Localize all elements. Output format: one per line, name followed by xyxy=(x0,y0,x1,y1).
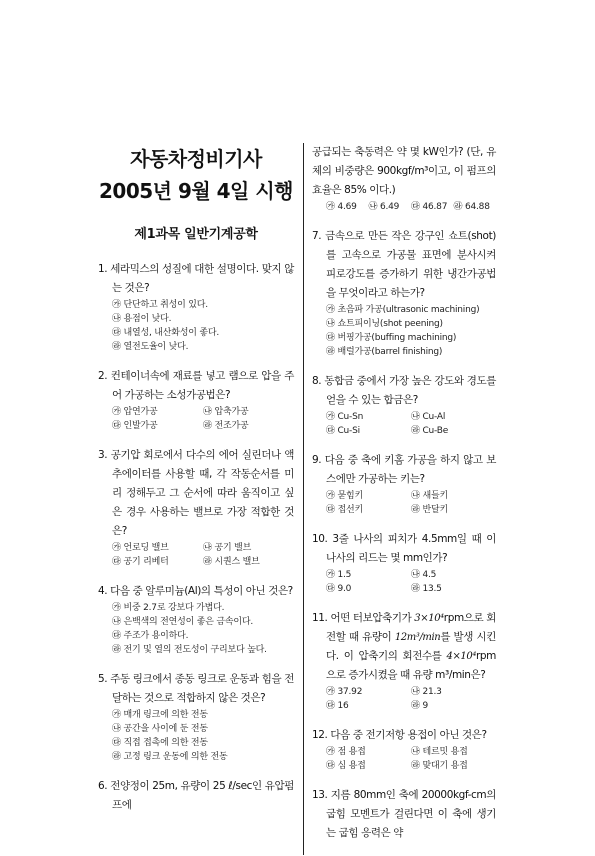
option-c[interactable]: ㉰ 인발가공 xyxy=(112,421,158,431)
subject-heading: 제1과목 일반기계공학 xyxy=(134,227,258,242)
option-list xyxy=(312,568,496,596)
left-column xyxy=(98,143,294,828)
option-d[interactable]: ㉱ 시퀀스 밸브 xyxy=(203,557,260,567)
option-a[interactable]: ㉮ 점 용접 xyxy=(326,747,366,757)
math-expression: 4×10⁴ xyxy=(446,651,476,662)
option-b[interactable]: ㉯ 21.3 xyxy=(411,687,442,697)
option-d[interactable]: ㉱ 64.88 xyxy=(453,202,490,212)
option-list xyxy=(312,303,496,359)
option-d[interactable]: ㉱ 반달키 xyxy=(411,505,448,515)
question-text: 8. 동합금 중에서 가장 높은 강도와 경도를 얻을 수 있는 합금은? xyxy=(312,375,496,406)
question-text-continued: 공급되는 축동력은 약 몇 kW인가? (단, 유체의 비중량은 900kgf/m³이고, 이 펌프의 효율은 85% 이다.) xyxy=(312,146,496,196)
question-text-part: 11. 어떤 터보압축기가 xyxy=(312,612,412,624)
option-list xyxy=(312,745,496,773)
question-2 xyxy=(98,367,294,433)
option-list xyxy=(312,410,496,438)
option-a[interactable]: ㉮ 초음파 가공(ultrasonic machining) xyxy=(326,305,480,315)
question-text: 7. 금속으로 만든 작은 강구인 쇼트(shot)를 고속으로 가공물 표면에 분사시켜 피로강도를 증가하기 위한 냉간가공법을 무엇이라고 하는가? xyxy=(312,230,496,299)
option-d[interactable]: ㉱ 전기 및 열의 전도성이 구리보다 높다. xyxy=(112,645,267,655)
exam-title: 자동차정비기사 xyxy=(130,147,262,171)
question-9 xyxy=(312,451,496,517)
right-column xyxy=(312,143,496,856)
question-text: 2. 컨테이너속에 재료를 넣고 램으로 압을 주어 가공하는 소성가공법은? xyxy=(98,370,294,401)
question-11 xyxy=(312,609,496,713)
question-text: 13. 지름 80mm인 축에 20000kgf-cm의 굽힘 모멘트가 걸린다면 이 축에 생기는 굽힘 응력은 약 xyxy=(312,789,496,839)
option-c[interactable]: ㉰ 심 용접 xyxy=(326,761,366,771)
option-list xyxy=(312,200,496,214)
option-b[interactable]: ㉯ 6.49 xyxy=(368,202,400,212)
option-d[interactable]: ㉱ 열전도율이 낮다. xyxy=(112,342,189,352)
option-b[interactable]: ㉯ Cu-Al xyxy=(411,412,446,422)
option-a[interactable]: ㉮ Cu-Sn xyxy=(326,412,364,422)
option-list xyxy=(312,685,496,713)
question-text-part: 를 발생 시킨다. 이 압축기의 회전수를 xyxy=(326,631,496,662)
option-b[interactable]: ㉯ 쇼트피이닝(shot peening) xyxy=(326,319,443,329)
question-text-part: rpm으로 증가시켰을 때 유량 m³/min은? xyxy=(326,650,496,681)
option-c[interactable]: ㉰ 내열성, 내산화성이 좋다. xyxy=(112,328,220,338)
option-c[interactable]: ㉰ 주조가 용이하다. xyxy=(112,631,189,641)
option-c[interactable]: ㉰ 버핑가공(buffing machining) xyxy=(326,333,457,343)
question-6-continued xyxy=(312,143,496,214)
option-a[interactable]: ㉮ 매개 링크에 의한 전동 xyxy=(112,710,208,720)
option-d[interactable]: ㉱ 고정 링크 운동에 의한 전동 xyxy=(112,752,228,762)
option-c[interactable]: ㉰ 접선키 xyxy=(326,505,363,515)
option-a[interactable]: ㉮ 비중 2.7로 강보다 가볍다. xyxy=(112,603,225,613)
option-d[interactable]: ㉱ Cu-Be xyxy=(411,426,449,436)
question-5 xyxy=(98,670,294,764)
option-d[interactable]: ㉱ 배럴가공(barrel finishing) xyxy=(326,347,443,357)
exam-date: 2005년 9월 4일 시행 xyxy=(99,179,293,203)
option-a[interactable]: ㉮ 묻힘키 xyxy=(326,491,363,501)
option-list xyxy=(98,298,294,354)
question-1 xyxy=(98,260,294,354)
question-13 xyxy=(312,786,496,843)
option-c[interactable]: ㉰ 공기 리베터 xyxy=(112,557,169,567)
question-12 xyxy=(312,726,496,773)
option-b[interactable]: ㉯ 테르밋 용접 xyxy=(411,747,468,757)
option-d[interactable]: ㉱ 맞대기 용접 xyxy=(411,761,468,771)
option-b[interactable]: ㉯ 공기 밸브 xyxy=(203,543,252,553)
option-c[interactable]: ㉰ 16 xyxy=(326,701,349,711)
option-d[interactable]: ㉱ 9 xyxy=(411,701,428,711)
option-c[interactable]: ㉰ 9.0 xyxy=(326,584,352,594)
question-text: 9. 다음 중 축에 키홈 가공을 하지 않고 보스에만 가공하는 키는? xyxy=(312,454,496,485)
question-3 xyxy=(98,446,294,569)
option-b[interactable]: ㉯ 은백색의 전연성이 좋은 금속이다. xyxy=(112,617,254,627)
option-d[interactable]: ㉱ 전조가공 xyxy=(203,421,249,431)
option-list xyxy=(98,601,294,657)
math-expression: 3×10⁴ xyxy=(414,613,444,624)
option-c[interactable]: ㉰ 직접 접촉에 의한 전동 xyxy=(112,738,208,748)
question-text: 6. 전양정이 25m, 유량이 25 ℓ/sec인 유압펌프에 xyxy=(98,780,294,811)
option-a[interactable]: ㉮ 단단하고 취성이 있다. xyxy=(112,300,208,310)
option-list xyxy=(312,489,496,517)
option-a[interactable]: ㉮ 1.5 xyxy=(326,570,352,580)
option-a[interactable]: ㉮ 압연가공 xyxy=(112,407,158,417)
option-a[interactable]: ㉮ 언로딩 밸브 xyxy=(112,543,169,553)
option-a[interactable]: ㉮ 37.92 xyxy=(326,687,363,697)
question-text: 4. 다음 중 알루미늄(Al)의 특성이 아닌 것은? xyxy=(98,585,293,597)
question-text: 3. 공기압 회로에서 다수의 에어 실린더나 액추에이터를 사용할 때, 각 작동순서를 미리 정해두고 그 순서에 따라 움직이고 싶은 경우 사용하는 밸브로 가장 적합한 것은? xyxy=(98,449,294,537)
option-b[interactable]: ㉯ 새들키 xyxy=(411,491,448,501)
math-expression: 12m³/min xyxy=(394,632,441,643)
question-text: 12. 다음 중 전기저항 용접이 아닌 것은? xyxy=(312,729,487,741)
question-text-part: rpm으로 회전할 때 유량이 xyxy=(326,612,496,643)
question-text: 1. 세라믹스의 성질에 대한 설명이다. 맞지 않는 것은? xyxy=(98,263,294,294)
option-b[interactable]: ㉯ 공간을 사이에 둔 전동 xyxy=(112,724,208,734)
column-divider xyxy=(303,143,304,855)
option-d[interactable]: ㉱ 13.5 xyxy=(411,584,442,594)
question-10 xyxy=(312,530,496,596)
question-4 xyxy=(98,582,294,657)
question-8 xyxy=(312,372,496,438)
question-text xyxy=(312,609,496,685)
question-text: 5. 주동 링크에서 종동 링크로 운동과 힘을 전달하는 것으로 적합하지 않은 것은? xyxy=(98,673,294,704)
option-list xyxy=(98,708,294,764)
question-text: 10. 3줄 나사의 피치가 4.5mm일 때 이 나사의 리드는 몇 mm인가? xyxy=(312,533,496,564)
question-6-start xyxy=(98,777,294,815)
option-b[interactable]: ㉯ 압축가공 xyxy=(203,407,249,417)
option-c[interactable]: ㉰ 46.87 xyxy=(411,202,448,212)
option-list xyxy=(98,541,294,569)
option-c[interactable]: ㉰ Cu-Si xyxy=(326,426,360,436)
option-b[interactable]: ㉯ 용점이 낮다. xyxy=(112,314,172,324)
option-b[interactable]: ㉯ 4.5 xyxy=(411,570,437,580)
option-a[interactable]: ㉮ 4.69 xyxy=(326,202,357,212)
question-7 xyxy=(312,227,496,359)
option-list xyxy=(98,405,294,433)
